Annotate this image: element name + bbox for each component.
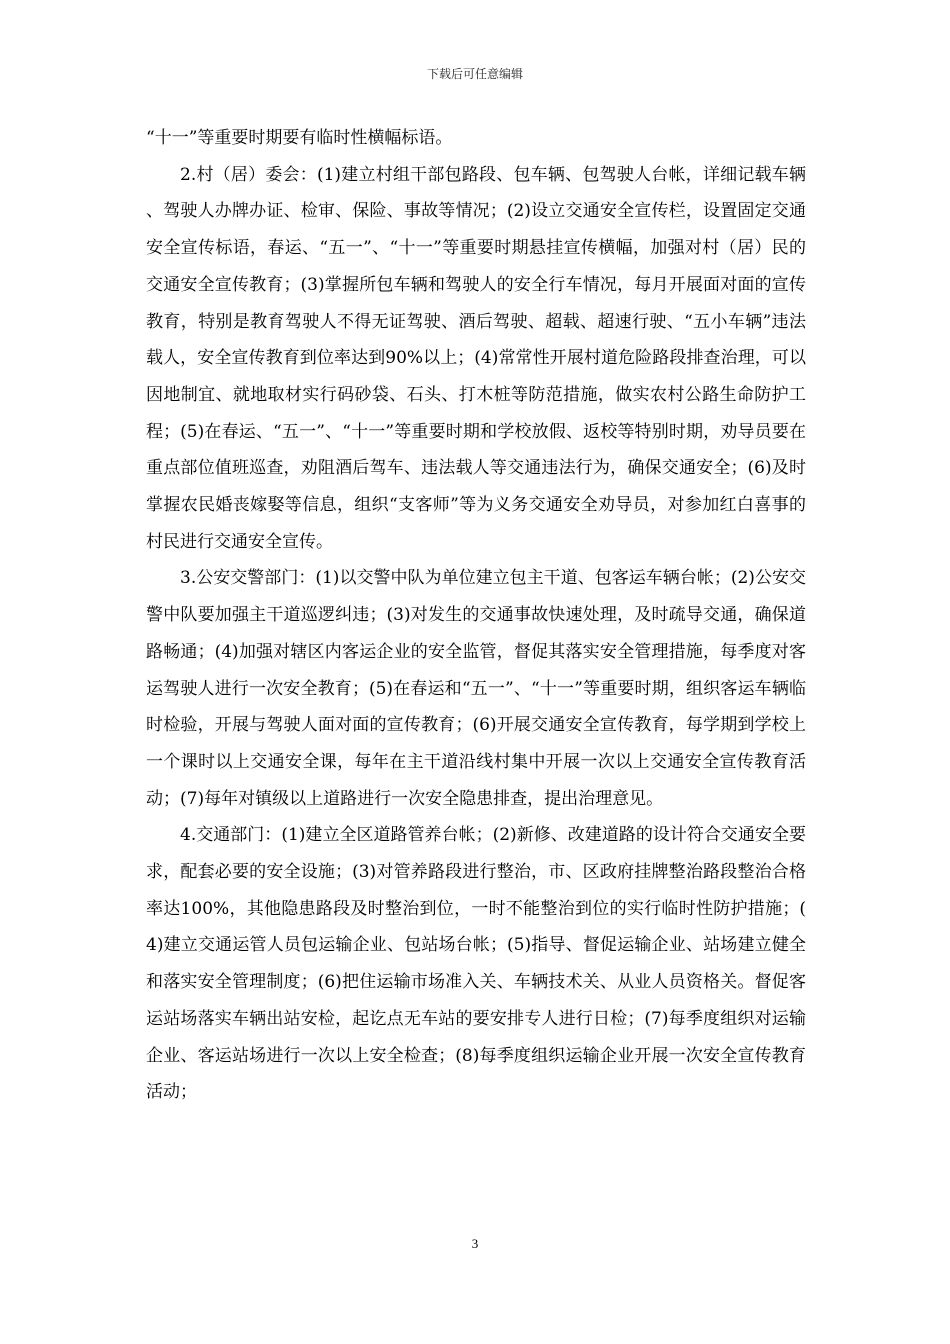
paragraph-traffic-police: 3.公安交警部门：(1)以交警中队为单位建立包主干道、包客运车辆台帐；(2)公安交警中队要加强主干道巡逻纠违；(3)对发生的交通事故快速处理，及时疏导交通，确保道路畅通；(4)加强对辖区内客运企业的安全监管，督促其落实安全管理措施，每季度对客运驾驶人进行一次安全教育；(5)在春运和“五一”、“十一”等重要时期，组织客运车辆临时检验，开展与驾驶人面对面的宣传教育；(6)开展交通安全宣传教育，每学期到学校上一个课时以上交通安全课，每年在主干道沿线村集中开展一次以上交通安全宣传教育活动；(7)每年对镇级以上道路进行一次安全隐患排查，提出治理意见。 xyxy=(146,568,806,809)
page-header: 下载后可任意编辑 xyxy=(426,67,523,81)
paragraph-continuation: “十一”等重要时期要有临时性横幅标语。 xyxy=(146,128,453,148)
page-number: 3 xyxy=(471,1236,479,1251)
document-body xyxy=(146,120,806,1111)
paragraph-village-committee: 2.村（居）委会：(1)建立村组干部包路段、包车辆、包驾驶人台帐，详细记载车辆、驾驶人办牌办证、检审、保险、事故等情况；(2)设立交通安全宣传栏，设置固定交通安全宣传标语，春运、“五一”、“十一”等重要时期悬挂宣传横幅，加强对村（居）民的交通安全宣传教育；(3)掌握所包车辆和驾驶人的安全行车情况，每月开展面对面的宣传教育，特别是教育驾驶人不得无证驾驶、酒后驾驶、超载、超速行驶、“五小车辆”违法载人，安全宣传教育到位率达到90%以上；(4)常常性开展村道危险路段排查治理，可以因地制宜、就地取材实行码砂袋、石头、打木桩等防范措施，做实农村公路生命防护工程；(5)在春运、“五一”、“十一”等重要时期和学校放假、返校等特别时期，劝导员要在重点部位值班巡查，劝阻酒后驾车、违法载人等交通违法行为，确保交通安全；(6)及时掌握农民婚丧嫁娶等信息，组织“支客师”等为义务交通安全劝导员，对参加红白喜事的村民进行交通安全宣传。 xyxy=(146,164,806,552)
paragraph-transport-department: 4.交通部门：(1)建立全区道路管养台帐；(2)新修、改建道路的设计符合交通安全要求，配套必要的安全设施；(3)对管养路段进行整治，市、区政府挂牌整治路段整治合格率达100%，其他隐患路段及时整治到位，一时不能整治到位的实行临时性防护措施；(4)建立交通运管人员包运输企业、包站场台帐；(5)指导、督促运输企业、站场建立健全和落实安全管理制度；(6)把住运输市场准入关、车辆技术关、从业人员资格关。督促客运站场落实车辆出站安检，起讫点无车站的要安排专人进行日检；(7)每季度组织对运输企业、客运站场进行一次以上安全检查；(8)每季度组织运输企业开展一次安全宣传教育活动； xyxy=(146,825,806,1103)
